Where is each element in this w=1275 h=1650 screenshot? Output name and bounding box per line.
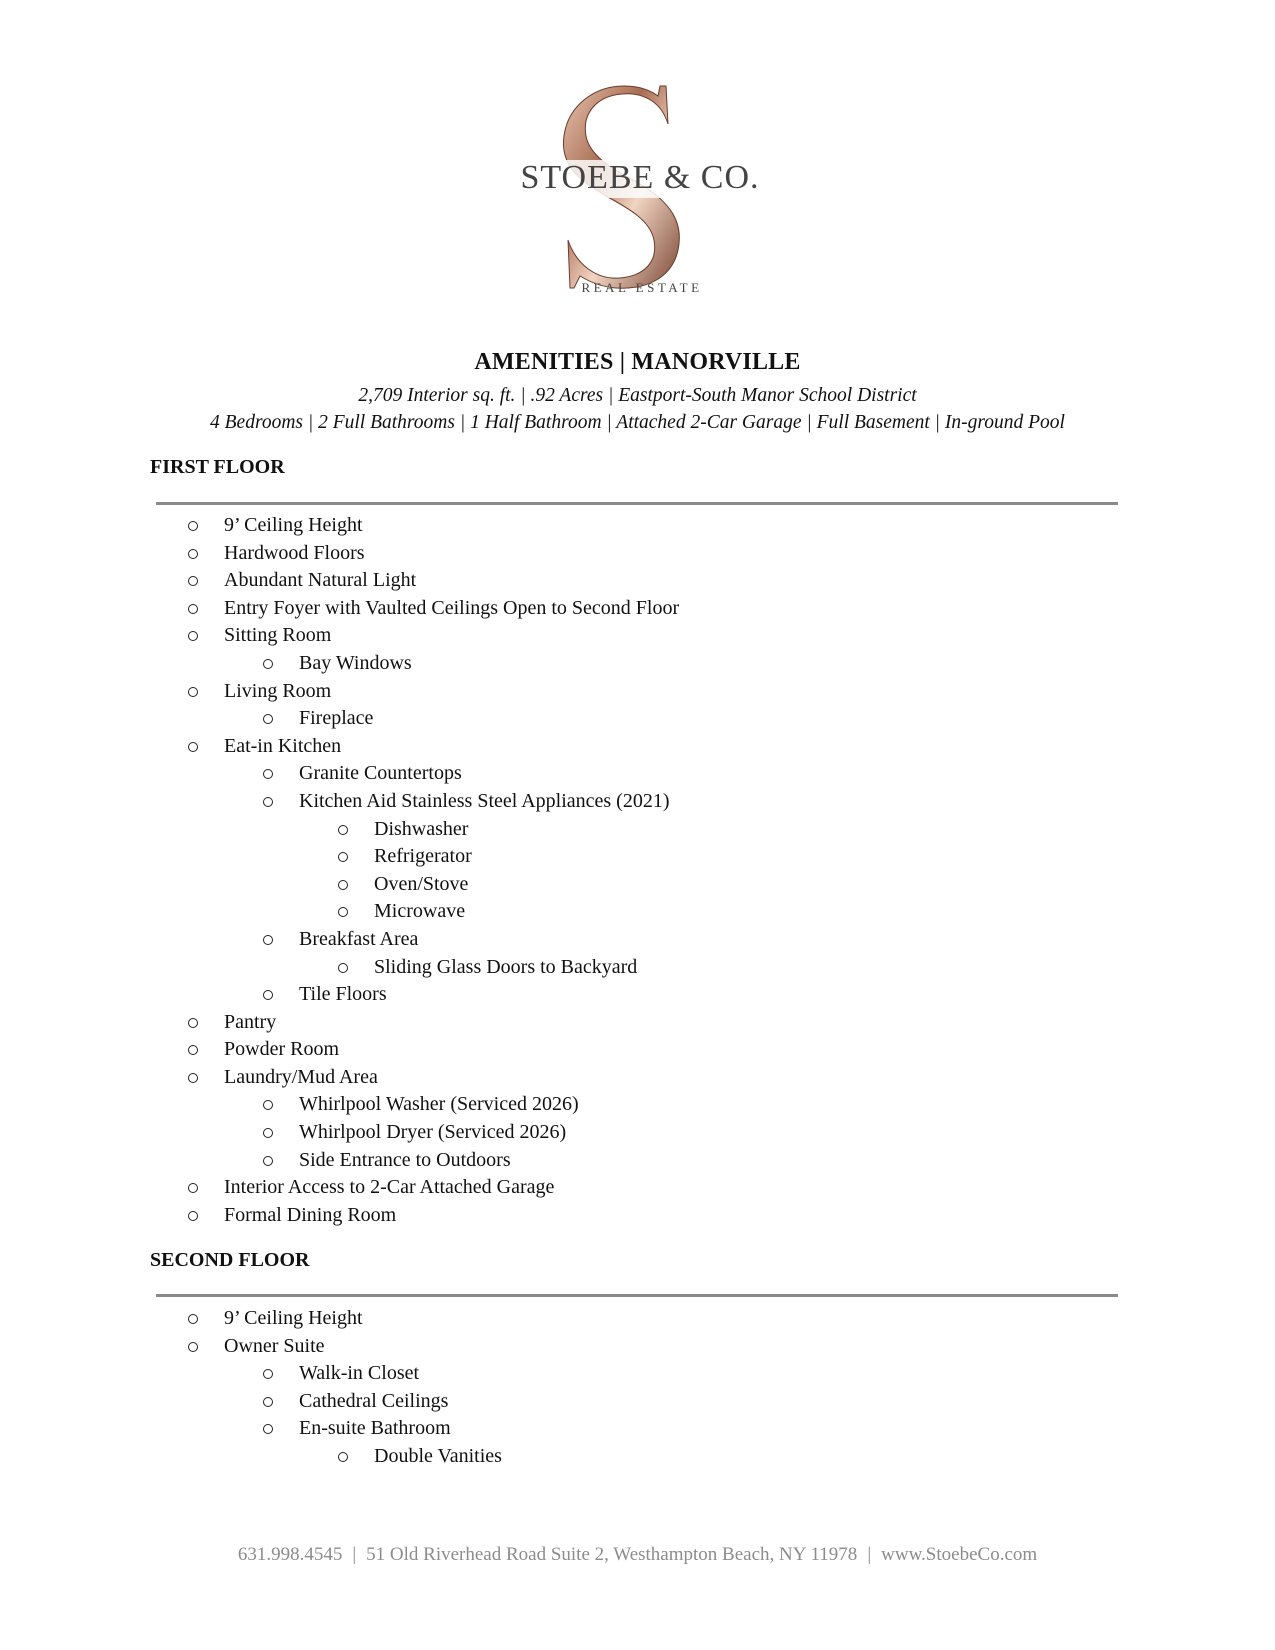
amenity-list-item [0,1147,1275,1175]
amenity-text: Abundant Natural Light [224,569,417,592]
section-heading-second-floor: SECOND FLOOR [150,1249,310,1271]
amenity-text: Sitting Room [224,624,332,647]
hollow-bullet-icon [263,990,273,1000]
hollow-bullet-icon [188,549,198,559]
amenity-list-item [0,981,1275,1009]
footer-website-link[interactable]: www.StoebeCo.com [881,1544,1038,1565]
amenity-text: Walk-in Closet [299,1362,420,1385]
logo-tagline: REAL ESTATE [581,280,703,295]
amenity-list-item [0,1305,1275,1333]
amenity-text: Kitchen Aid Stainless Steel Appliances (2021) [299,789,670,812]
hollow-bullet-icon [263,1424,273,1434]
amenity-text: Breakfast Area [299,927,419,950]
amenity-list-item [0,1360,1275,1388]
amenity-list-item [0,816,1275,844]
hollow-bullet-icon [188,687,198,697]
section-divider [156,1294,1118,1297]
amenity-list-item [0,1388,1275,1416]
hollow-bullet-icon [263,935,273,945]
footer-contact [0,1544,1275,1566]
footer-phone: 631.998.4545 [237,1544,343,1565]
hollow-bullet-icon [338,852,348,862]
hollow-bullet-icon [188,1342,198,1352]
amenity-text: Microwave [374,900,466,923]
amenity-list-item [0,954,1275,982]
hollow-bullet-icon [263,1397,273,1407]
hollow-bullet-icon [338,907,348,917]
hollow-bullet-icon [188,1045,198,1055]
amenity-list-item [0,540,1275,568]
amenity-list-item [0,1009,1275,1037]
amenity-list-item [0,705,1275,733]
hollow-bullet-icon [188,742,198,752]
amenity-text: Double Vanities [374,1444,502,1467]
hollow-bullet-icon [263,1128,273,1138]
amenity-text: Formal Dining Room [224,1203,397,1226]
hollow-bullet-icon [188,1314,198,1324]
amenity-list-item [0,567,1275,595]
amenity-list-item [0,898,1275,926]
amenity-text: Tile Floors [299,983,387,1006]
amenity-text: Interior Access to 2-Car Attached Garage [224,1176,555,1199]
amenity-list-item [0,595,1275,623]
hollow-bullet-icon [338,963,348,973]
amenity-list-item [0,678,1275,706]
amenity-list-item [0,843,1275,871]
amenity-list-item [0,1202,1275,1230]
amenity-text: Cathedral Ceilings [299,1389,449,1412]
amenity-list-item [0,733,1275,761]
hollow-bullet-icon [188,631,198,641]
hollow-bullet-icon [263,797,273,807]
page-title: AMENITIES | MANORVILLE [474,349,801,375]
company-logo [520,80,760,310]
amenity-list-item [0,1415,1275,1443]
amenity-text: Fireplace [299,707,374,730]
amenity-text: Bay Windows [299,651,412,674]
hollow-bullet-icon [263,1156,273,1166]
footer-address: 51 Old Riverhead Road Suite 2, Westhampton Beach, NY 11978 [366,1544,858,1565]
amenity-text: Oven/Stove [374,872,469,895]
amenity-text: Laundry/Mud Area [224,1065,378,1088]
amenity-text: En-suite Bathroom [299,1417,451,1440]
title-block [0,348,1275,436]
amenity-list-item [0,871,1275,899]
logo-brand-text: STOEBE & CO. [520,159,760,196]
amenity-list-item [0,1064,1275,1092]
amenity-text: Whirlpool Washer (Serviced 2026) [299,1093,579,1116]
hollow-bullet-icon [188,604,198,614]
stoebe-logo-mark [520,80,760,310]
amenity-list-item [0,926,1275,954]
amenity-text: Sliding Glass Doors to Backyard [374,955,638,978]
property-summary: 2,709 Interior sq. ft. | .92 Acres | Eastport-South Manor School District [358,385,917,406]
amenity-list-item [0,1119,1275,1147]
amenity-text: 9’ Ceiling Height [224,514,363,536]
amenity-list-item [0,1174,1275,1202]
hollow-bullet-icon [188,576,198,586]
amenity-text: Living Room [224,679,332,702]
amenity-text: Refrigerator [374,845,472,868]
hollow-bullet-icon [263,659,273,669]
amenity-text: Whirlpool Dryer (Serviced 2026) [299,1121,567,1144]
footer-separator: | [867,1544,872,1565]
amenity-text: 9’ Ceiling Height [224,1307,363,1329]
property-features: 4 Bedrooms | 2 Full Bathrooms | 1 Half Bathroom | Attached 2-Car Garage | Full Basement | In-ground Pool [210,412,1065,433]
amenity-text: Dishwasher [374,817,469,840]
amenity-list-item [0,650,1275,678]
hollow-bullet-icon [263,1100,273,1110]
amenity-text: Granite Countertops [299,762,462,785]
hollow-bullet-icon [338,825,348,835]
amenity-text: Eat-in Kitchen [224,734,342,757]
second-floor-amenity-list [0,1305,1275,1471]
hollow-bullet-icon [188,1018,198,1028]
amenity-list-item [0,1091,1275,1119]
hollow-bullet-icon [263,769,273,779]
hollow-bullet-icon [338,880,348,890]
amenity-text: Owner Suite [224,1334,325,1357]
amenity-list-item [0,760,1275,788]
first-floor-amenity-list [0,512,1275,1229]
amenity-list-item [0,1443,1275,1471]
amenity-text: Pantry [224,1010,277,1033]
section-divider [156,502,1118,505]
hollow-bullet-icon [188,521,198,531]
hollow-bullet-icon [338,1452,348,1462]
amenity-list-item [0,1036,1275,1064]
amenity-list-item [0,512,1275,540]
hollow-bullet-icon [188,1183,198,1193]
amenity-text: Entry Foyer with Vaulted Ceilings Open to Second Floor [224,596,680,619]
hollow-bullet-icon [188,1211,198,1221]
amenity-list-item [0,622,1275,650]
amenity-text: Side Entrance to Outdoors [299,1148,511,1171]
amenity-list-item [0,1333,1275,1361]
section-heading-first-floor: FIRST FLOOR [150,456,285,478]
hollow-bullet-icon [188,1073,198,1083]
footer-separator: | [352,1544,357,1565]
amenity-text: Powder Room [224,1038,339,1061]
amenity-text: Hardwood Floors [224,541,365,564]
hollow-bullet-icon [263,1369,273,1379]
amenity-list-item [0,788,1275,816]
hollow-bullet-icon [263,714,273,724]
